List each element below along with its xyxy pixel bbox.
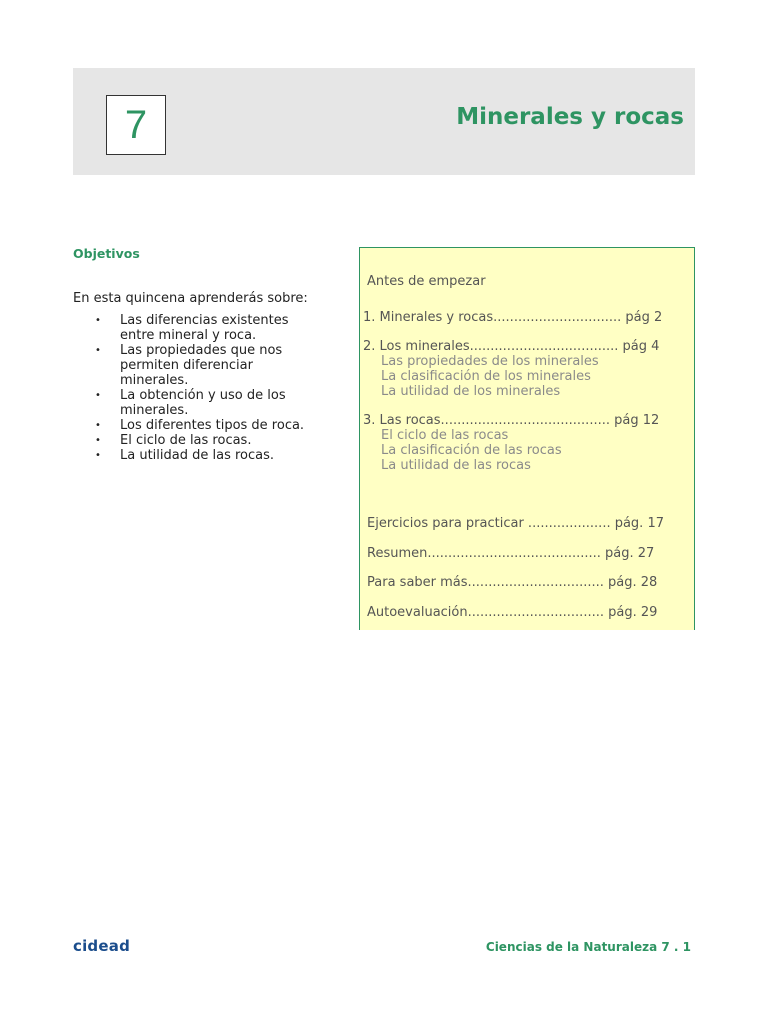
bullet-icon: • <box>95 315 101 326</box>
unit-header <box>73 68 695 175</box>
toc-subsection[interactable]: Las propiedades de los minerales <box>381 354 599 369</box>
unit-title: Minerales y rocas <box>456 104 684 130</box>
objective-item: • El ciclo de las rocas. <box>95 433 252 448</box>
toc-subsection[interactable]: La clasificación de los minerales <box>381 369 591 384</box>
toc-autoevaluacion[interactable]: Autoevaluación................................. pág. 29 <box>367 605 658 620</box>
toc-subsection[interactable]: La clasificación de las rocas <box>381 443 562 458</box>
objective-item: • Las propiedades que nos permiten diferenciar minerales. <box>95 343 283 388</box>
toc-saber-mas[interactable]: Para saber más................................. pág. 28 <box>367 575 658 590</box>
table-of-contents <box>359 247 695 630</box>
bullet-icon: • <box>95 435 101 446</box>
objective-item: • La obtención y uso de los minerales. <box>95 388 286 418</box>
toc-antes[interactable]: Antes de empezar <box>367 274 486 289</box>
bullet-icon: • <box>95 420 101 431</box>
toc-section-1[interactable]: 1. Minerales y rocas............................... pág 2 <box>363 310 663 325</box>
objectives-heading: Objetivos <box>73 246 140 261</box>
bullet-icon: • <box>95 450 101 461</box>
unit-number-box <box>106 95 166 155</box>
bullet-icon: • <box>95 345 101 356</box>
toc-resumen[interactable]: Resumen.......................................... pág. 27 <box>367 546 655 561</box>
objectives-intro: En esta quincena aprenderás sobre: <box>73 291 308 306</box>
toc-subsection[interactable]: La utilidad de las rocas <box>381 458 531 473</box>
toc-section-2[interactable]: 2. Los minerales.................................... pág 4 <box>363 339 660 354</box>
toc-subsection[interactable]: El ciclo de las rocas <box>381 428 509 443</box>
objectives-list <box>95 313 325 463</box>
cidead-logo: cidead <box>73 937 131 955</box>
toc-section-3[interactable]: 3. Las rocas......................................... pág 12 <box>363 413 660 428</box>
unit-number: 7 <box>124 102 148 147</box>
footer-page-label: Ciencias de la Naturaleza 7 . 1 <box>485 940 691 954</box>
bullet-icon: • <box>95 390 101 401</box>
objective-item: • Los diferentes tipos de roca. <box>95 418 305 433</box>
objective-item: • Las diferencias existentes entre mineral y roca. <box>95 313 289 343</box>
toc-ejercicios[interactable]: Ejercicios para practicar .................... pág. 17 <box>367 516 664 531</box>
toc-subsection[interactable]: La utilidad de los minerales <box>381 384 561 399</box>
objective-item: • La utilidad de las rocas. <box>95 448 275 463</box>
